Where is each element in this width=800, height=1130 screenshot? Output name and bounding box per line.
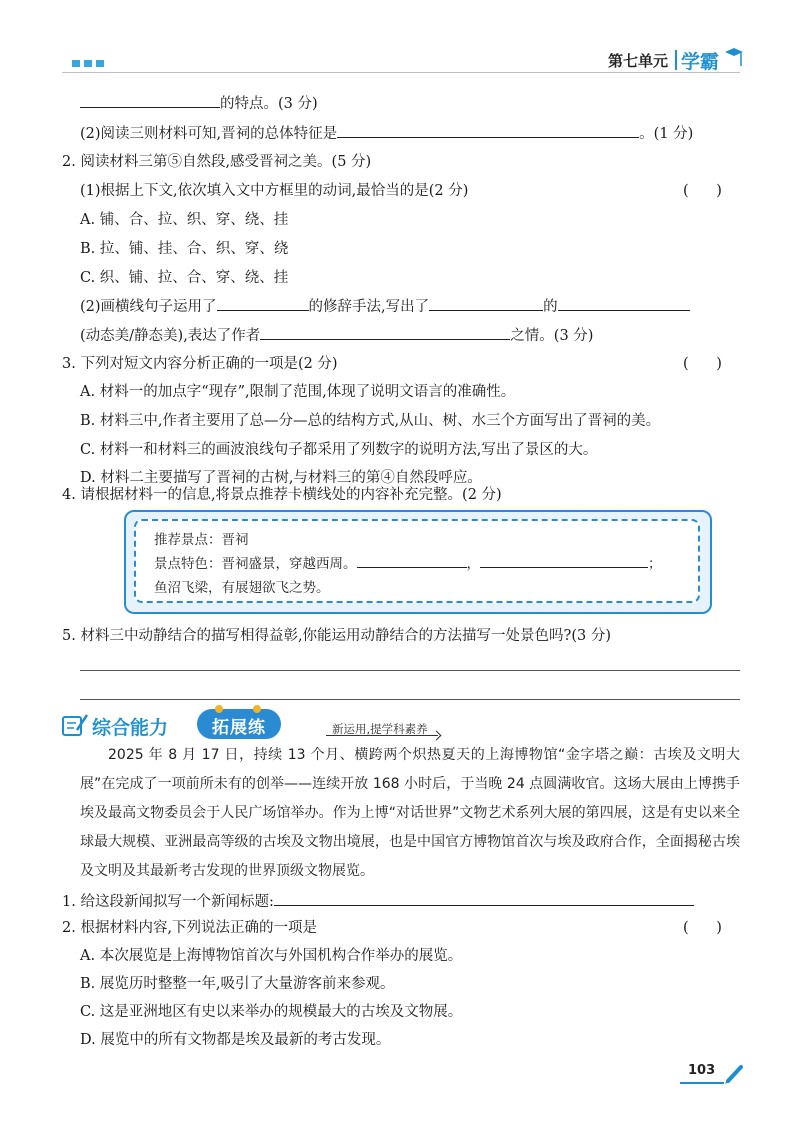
- recommendation-card-inner: [134, 519, 700, 603]
- header-rule: [62, 72, 740, 73]
- q1-sub2: [80, 123, 693, 144]
- answer-paren[interactable]: ( ): [683, 183, 722, 199]
- notebook-pencil-icon: [60, 711, 90, 739]
- answer-blank[interactable]: [558, 296, 690, 311]
- header-decor-square: [96, 60, 104, 67]
- q3-option-b[interactable]: B. 材料三中,作者主要用了总—分—总的结构方式,从山、树、水三个方面写出了晋祠的美。: [80, 413, 661, 429]
- q1-sub1-continuation: [80, 93, 318, 114]
- page-number: 103: [688, 1063, 716, 1078]
- answer-blank[interactable]: [217, 296, 309, 311]
- ext-q2-option-d[interactable]: D. 展览中的所有文物都是埃及最新的考古发现。: [80, 1032, 391, 1048]
- answer-blank[interactable]: [260, 325, 510, 340]
- q1-sub2-text: (2)阅读三则材料可知,晋祠的总体特征是: [80, 126, 338, 142]
- badge-dot: [215, 705, 223, 713]
- header-decor-square: [72, 60, 80, 67]
- q2-sub2-text: 的: [543, 299, 558, 315]
- badge-dot: [253, 705, 261, 713]
- q4-title: 4. 请根据材料一的信息,将景点推荐卡横线处的内容补充完整。(2 分): [62, 487, 502, 503]
- answer-blank[interactable]: [274, 891, 694, 906]
- ext-q1: [62, 891, 694, 912]
- q2-sub2-line2: [80, 325, 593, 346]
- section-title: 综合能力: [92, 717, 169, 739]
- answer-blank[interactable]: [429, 296, 543, 311]
- section-badge: [197, 709, 281, 739]
- q3-option-d[interactable]: D. 材料二主要描写了晋祠的古树,与材料三的第④自然段呼应。: [80, 470, 482, 486]
- answer-blank[interactable]: [80, 93, 220, 108]
- pencil-icon: [724, 1063, 744, 1085]
- answer-paren[interactable]: ( ): [683, 920, 722, 936]
- answer-blank[interactable]: [357, 554, 467, 568]
- q2-title: 2. 阅读材料三第⑤自然段,感受晋祠之美。(5 分): [62, 154, 372, 170]
- header-decor-square: [84, 60, 92, 67]
- q2-sub2-line1: [80, 296, 690, 317]
- card-line-spot: 推荐景点：晋祠: [154, 532, 249, 548]
- unit-label: 第七单元: [608, 52, 669, 70]
- card-text: ；: [648, 556, 662, 572]
- q2-sub1: (1)根据上下文,依次填入文中方框里的动词,最恰当的是(2 分): [80, 183, 469, 199]
- recommendation-card: [124, 510, 712, 614]
- q5-title: 5. 材料三中动静结合的描写相得益彰,你能运用动静结合的方法描写一处景色吗?(3 分): [62, 628, 611, 644]
- section-subtitle: 新运用,提学科素养: [332, 722, 428, 736]
- section-subtitle-arrow: [326, 735, 438, 736]
- card-text: 景点特色：晋祠盛景，穿越西周。: [154, 556, 357, 572]
- ext-q1-text: 1. 给这段新闻拟写一个新闻标题:: [62, 894, 274, 910]
- answer-line[interactable]: [80, 699, 740, 700]
- answer-paren[interactable]: ( ): [683, 356, 722, 372]
- q2-option-c[interactable]: C. 织、铺、拉、合、穿、绕、挂: [80, 270, 289, 286]
- ext-q2-option-b[interactable]: B. 展览历时整整一年,吸引了大量游客前来参观。: [80, 976, 395, 992]
- q3-option-c[interactable]: C. 材料一和材料三的画波浪线句子都采用了列数字的说明方法,写出了景区的大。: [80, 442, 598, 458]
- news-passage: 2025 年 8 月 17 日，持续 13 个月、横跨两个炽热夏天的上海博物馆“金字塔之巅：古埃及文明大展”在完成了一项前所未有的创举——连续开放 168 小时后，于当晚 24 点圆满收官。这场大展由上博携手埃及最高文物委员会于人民广场馆举办。作为上博“对话世界”文物艺术系列大展的第四展，这是有史以来全球最大规模、亚洲最高等级的古埃及文物出境展，也是中国官方博物馆首次与埃及政府合作，全面揭秘古埃及文明及其最新考古发现的世界顶级文物展览。: [80, 747, 740, 879]
- ext-q2-option-a[interactable]: A. 本次展览是上海博物馆首次与外国机构合作举办的展览。: [80, 948, 463, 964]
- brand-divider: [675, 50, 677, 70]
- q3-title: 3. 下列对短文内容分析正确的一项是(2 分): [62, 356, 338, 372]
- page-number-underline: [680, 1082, 724, 1084]
- q3-option-a[interactable]: A. 材料一的加点字“现存”,限制了范围,体现了说明文语言的准确性。: [80, 384, 516, 400]
- q1-sub2-score: 。(1 分): [639, 126, 694, 142]
- answer-blank[interactable]: [337, 123, 639, 138]
- card-line-features: [154, 554, 662, 574]
- q1-sub1-score: 的特点。(3 分): [220, 96, 318, 112]
- q2-sub2-text: (动态美/静态美),表达了作者: [80, 328, 261, 344]
- card-text: ，: [466, 556, 480, 572]
- q2-option-b[interactable]: B. 拉、铺、挂、合、织、穿、绕: [80, 241, 289, 257]
- answer-blank[interactable]: [480, 554, 648, 568]
- brand-logo: 学霸: [681, 51, 720, 73]
- ext-q2-title: 2. 根据材料内容,下列说法正确的一项是: [62, 920, 318, 936]
- ext-q2-option-c[interactable]: C. 这是亚洲地区有史以来举办的规模最大的古埃及文物展。: [80, 1004, 463, 1020]
- q2-option-a[interactable]: A. 铺、合、拉、织、穿、绕、挂: [80, 212, 289, 228]
- answer-line[interactable]: [80, 670, 740, 671]
- q2-sub2-text: (2)画横线句子运用了: [80, 299, 217, 315]
- card-line-bridge: 鱼沼飞梁，有展翅欲飞之势。: [154, 580, 330, 596]
- mortarboard-icon: [722, 44, 744, 70]
- q2-sub2-text: 之情。(3 分): [510, 328, 594, 344]
- q2-sub2-text: 的修辞手法,写出了: [308, 299, 430, 315]
- section-badge-label: 拓展练: [212, 718, 266, 738]
